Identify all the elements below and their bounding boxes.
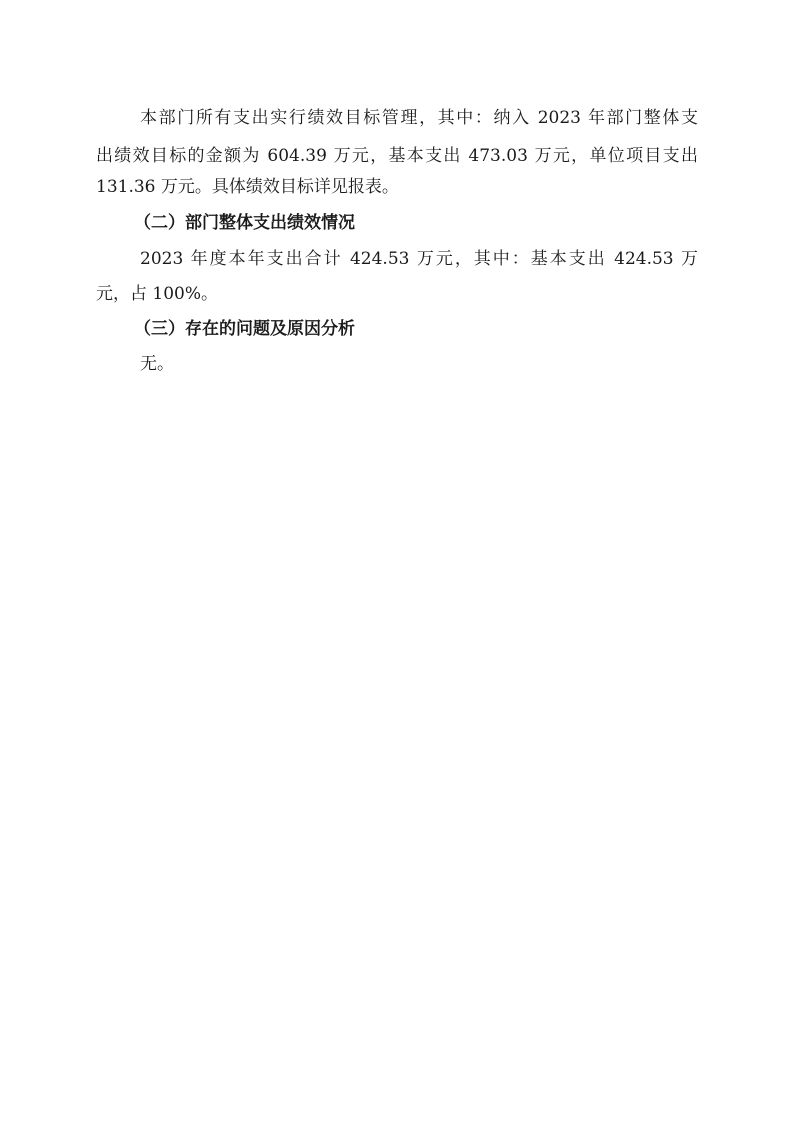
paragraph-performance-goals-line-2: 出绩效目标的金额为 604.39 万元，基本支出 473.03 万元，单位项目支出 — [96, 146, 698, 166]
paragraph-expenditure-total-line-1: 2023 年度本年支出合计 424.53 万元，其中：基本支出 424.53 万 — [140, 249, 698, 269]
paragraph-none: 无。 — [140, 354, 174, 374]
paragraph-performance-goals-line-1: 本部门所有支出实行绩效目标管理，其中：纳入 2023 年部门整体支 — [140, 108, 698, 128]
heading-problems-and-causes: （三）存在的问题及原因分析 — [134, 319, 355, 339]
paragraph-performance-goals-line-3: 131.36 万元。具体绩效目标详见报表。 — [96, 177, 399, 197]
paragraph-expenditure-total-line-2: 元，占 100%。 — [96, 284, 219, 304]
heading-overall-expenditure-performance: （二）部门整体支出绩效情况 — [134, 213, 355, 233]
